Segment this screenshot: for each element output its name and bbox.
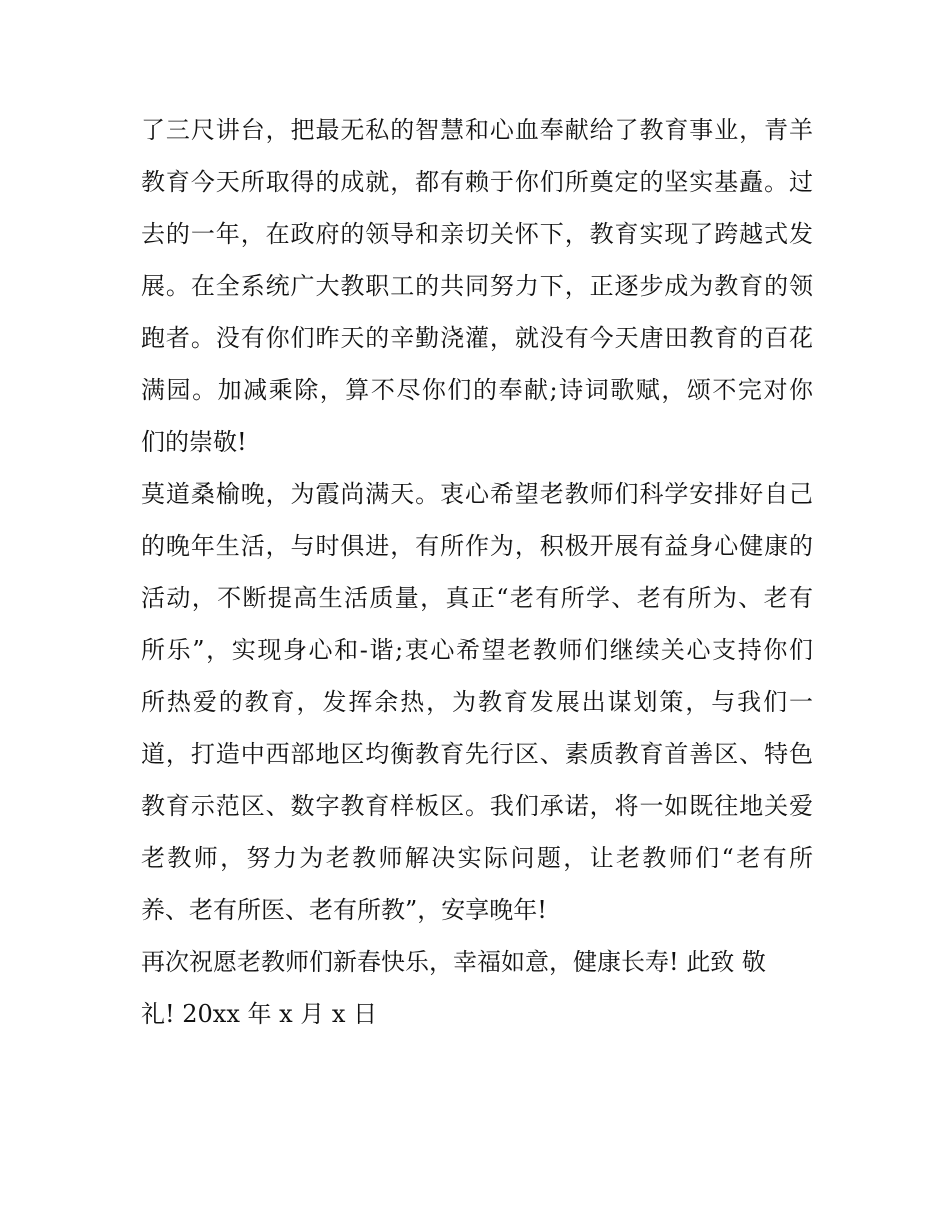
text-line: 礼! 20xx 年 x 月 x 日 <box>141 1000 378 1028</box>
text-line: 活动，不断提高生活质量，真正“老有所学、老有所为、老有 <box>141 584 813 612</box>
letter-body <box>141 104 813 1040</box>
text-line: 教育今天所取得的成就，都有赖于你们所奠定的坚实基矗。过 <box>141 168 813 196</box>
text-line: 教育示范区、数字教育样板区。我们承诺，将一如既往地关爱 <box>141 792 813 820</box>
text-line: 们的崇敬! <box>141 428 247 456</box>
text-line: 所热爱的教育，发挥余热，为教育发展出谋划策，与我们一 <box>141 688 813 716</box>
text-line: 道，打造中西部地区均衡教育先行区、素质教育首善区、特色 <box>141 740 813 768</box>
text-line: 老教师，努力为老教师解决实际问题，让老教师们“老有所 <box>141 844 813 872</box>
text-line: 了三尺讲台，把最无私的智慧和心血奉献给了教育事业，青羊 <box>141 116 813 144</box>
text-line: 跑者。没有你们昨天的辛勤浇灌，就没有今天唐田教育的百花 <box>141 324 813 352</box>
text-line: 的晚年生活，与时俱进，有所作为，积极开展有益身心健康的 <box>141 532 813 560</box>
text-line: 再次祝愿老教师们新春快乐，幸福如意，健康长寿! 此致 敬 <box>141 948 766 976</box>
text-line: 养、老有所医、老有所教”，安享晚年! <box>141 896 547 924</box>
text-line: 莫道桑榆晚，为霞尚满天。衷心希望老教师们科学安排好自己 <box>141 480 813 508</box>
text-line: 去的一年，在政府的领导和亲切关怀下，教育实现了跨越式发 <box>141 220 813 248</box>
text-line: 展。在全系统广大教职工的共同努力下，正逐步成为教育的领 <box>141 272 813 300</box>
text-line: 所乐”，实现身心和-谐;衷心希望老教师们继续关心支持你们 <box>141 636 813 664</box>
text-line: 满园。加减乘除，算不尽你们的奉献;诗词歌赋，颂不完对你 <box>141 376 813 404</box>
